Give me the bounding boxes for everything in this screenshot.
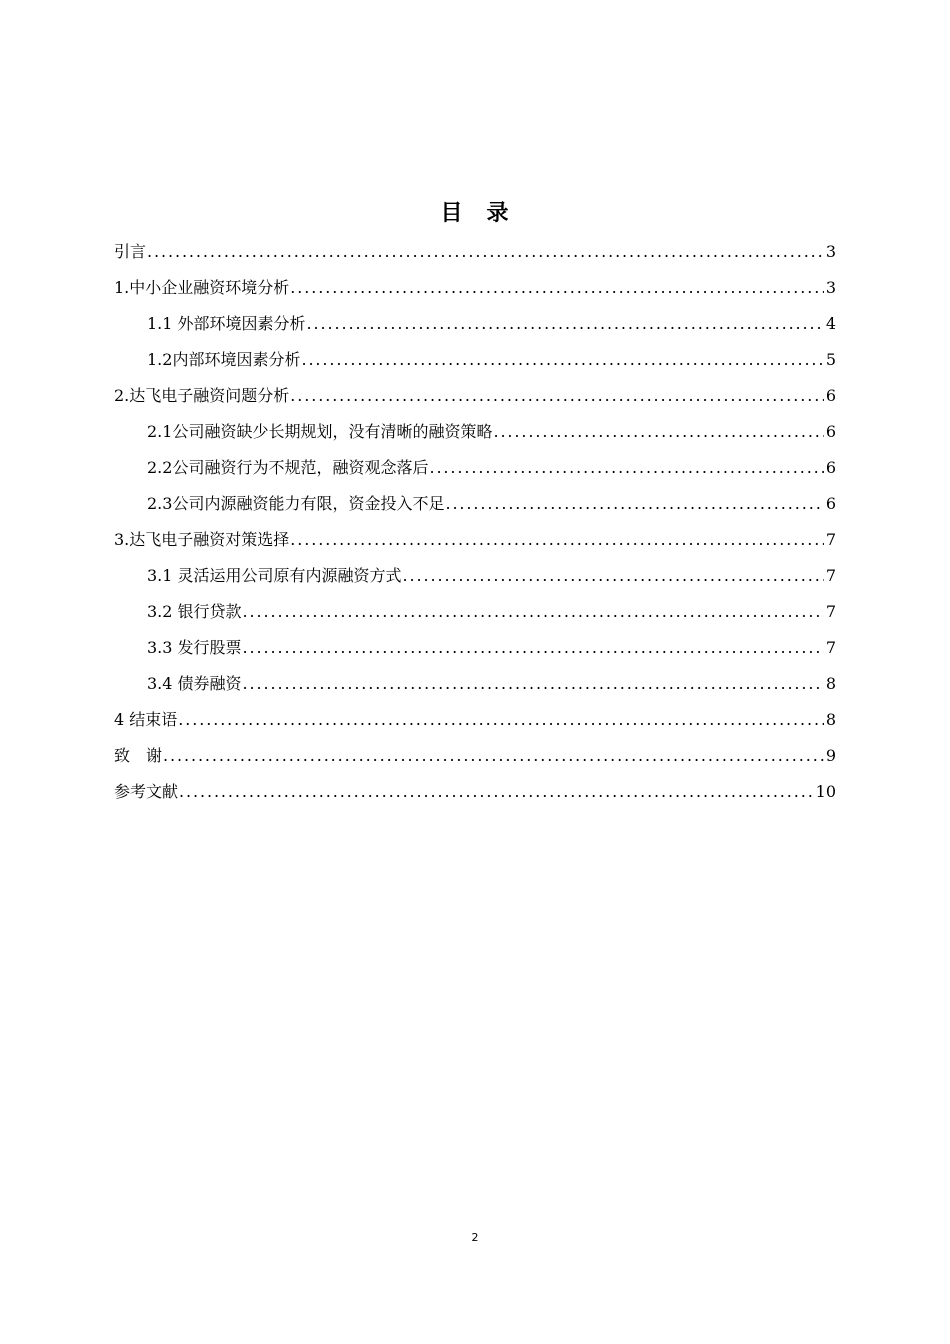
toc-entry-title: 2.2公司融资行为不规范，融资观念落后 bbox=[147, 458, 429, 477]
toc-entry-page: 8 bbox=[825, 710, 836, 729]
toc-dot-leader bbox=[290, 522, 824, 558]
toc-entry-page: 6 bbox=[825, 494, 836, 513]
toc-entry-page: 6 bbox=[825, 422, 836, 441]
toc-entry-title: 致 谢 bbox=[114, 746, 163, 765]
toc-dot-leader bbox=[178, 702, 824, 738]
toc-entry[interactable] bbox=[114, 342, 836, 378]
toc-entry[interactable] bbox=[114, 630, 836, 666]
toc-entry-title: 2.1公司融资缺少长期规划，没有清晰的融资策略 bbox=[147, 422, 493, 441]
toc-dot-leader bbox=[243, 630, 824, 666]
toc-entry[interactable] bbox=[114, 270, 836, 306]
toc-entry[interactable] bbox=[114, 234, 836, 270]
toc-entry-title: 3.1 灵活运用公司原有内源融资方式 bbox=[147, 566, 402, 585]
toc-dot-leader bbox=[307, 306, 824, 342]
toc-entry-page: 3 bbox=[825, 242, 836, 261]
toc-entry[interactable] bbox=[114, 594, 836, 630]
toc-dot-leader bbox=[163, 738, 824, 774]
toc-entry-title: 3.2 银行贷款 bbox=[147, 602, 242, 621]
toc-entry-title: 3.4 债券融资 bbox=[147, 674, 242, 693]
toc-entry-title: 1.1 外部环境因素分析 bbox=[147, 314, 306, 333]
toc-entry-page: 6 bbox=[825, 386, 836, 405]
toc-entry-title: 3.达飞电子融资对策选择 bbox=[114, 530, 290, 549]
toc-dot-leader bbox=[403, 558, 824, 594]
toc-entry-page: 7 bbox=[825, 566, 836, 585]
toc-dot-leader bbox=[301, 342, 823, 378]
toc-title: 目 录 bbox=[440, 201, 510, 226]
toc-entry[interactable] bbox=[114, 414, 836, 450]
toc-entry-title: 4 结束语 bbox=[114, 710, 178, 729]
toc-entry-page: 4 bbox=[825, 314, 836, 333]
toc-dot-leader bbox=[290, 378, 824, 414]
toc-entry[interactable] bbox=[114, 774, 836, 810]
toc-entry-title: 3.3 发行股票 bbox=[147, 638, 242, 657]
toc-entry-title: 2.达飞电子融资问题分析 bbox=[114, 386, 290, 405]
toc-dot-leader bbox=[493, 414, 823, 450]
toc-entry-page: 7 bbox=[825, 530, 836, 549]
toc-entry-title: 1.2内部环境因素分析 bbox=[147, 350, 301, 369]
toc-entry[interactable] bbox=[114, 558, 836, 594]
toc-dot-leader bbox=[243, 666, 824, 702]
page-number: 2 bbox=[471, 1231, 479, 1244]
toc-entry[interactable] bbox=[114, 378, 836, 414]
toc-entry-page: 6 bbox=[825, 458, 836, 477]
toc-entry-page: 5 bbox=[825, 350, 836, 369]
toc-entry[interactable] bbox=[114, 702, 836, 738]
toc-entry[interactable] bbox=[114, 522, 836, 558]
toc-entry-title: 引言 bbox=[114, 242, 147, 261]
toc-entry-page: 8 bbox=[825, 674, 836, 693]
toc-dot-leader bbox=[445, 486, 823, 522]
toc-entry[interactable] bbox=[114, 486, 836, 522]
toc-entry-page: 9 bbox=[825, 746, 836, 765]
toc-dot-leader bbox=[429, 450, 823, 486]
table-of-contents bbox=[114, 234, 836, 810]
toc-entry[interactable] bbox=[114, 306, 836, 342]
toc-dot-leader bbox=[290, 270, 824, 306]
toc-dot-leader bbox=[243, 594, 824, 630]
toc-entry-page: 3 bbox=[825, 278, 836, 297]
toc-entry-page: 7 bbox=[825, 638, 836, 657]
toc-entry-page: 7 bbox=[825, 602, 836, 621]
toc-entry-title: 2.3公司内源融资能力有限，资金投入不足 bbox=[147, 494, 445, 513]
toc-dot-leader bbox=[179, 774, 814, 810]
toc-entry-page: 10 bbox=[815, 782, 836, 801]
toc-entry[interactable] bbox=[114, 450, 836, 486]
toc-entry-title: 1.中小企业融资环境分析 bbox=[114, 278, 290, 297]
toc-entry-title: 参考文献 bbox=[114, 782, 179, 801]
toc-entry[interactable] bbox=[114, 738, 836, 774]
toc-dot-leader bbox=[147, 234, 824, 270]
toc-entry[interactable] bbox=[114, 666, 836, 702]
